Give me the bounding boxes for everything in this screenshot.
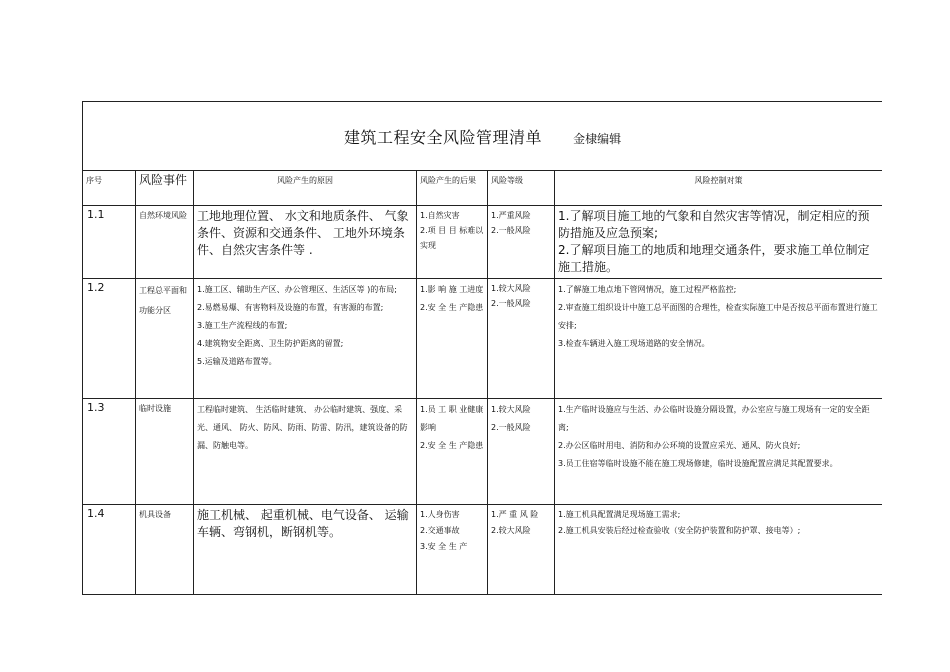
control-item: 2.审查施工组织设计中施工总平面图的合理性，检查实际施工中是否按总平面布置进行施工安排; (558, 303, 878, 330)
title-row (83, 102, 883, 171)
level-item: 2.较大风险 (491, 526, 531, 535)
risk-control (555, 279, 883, 399)
level-item: 1.严 重 风 险 (491, 510, 539, 519)
page-subtitle: 金棣编辑 (573, 131, 622, 146)
result-item: 1.人身伤害 (420, 510, 460, 519)
control-item: 1.施工机具配置满足现场施工需求; (558, 510, 681, 519)
risk-event: 工程总平面和功能分区 (136, 279, 194, 399)
cause-item: 4.建筑物安全距离、卫生防护距离的留置; (197, 339, 344, 348)
risk-control (555, 206, 883, 279)
cause-item: 工程临时建筑、 生活临时建筑、 办公临时建筑、强度、采光、通风、 防火、防风、防雨、防雷、防汛，建筑设备的防漏、防触电等。 (197, 405, 408, 450)
control-item: 2.了解项目施工的地质和地理交通条件，要求施工单位制定施工措施。 (558, 243, 870, 274)
cause-item: 2.易燃易爆、有害物料及设施的布置，有害源的布置; (197, 303, 384, 312)
control-item: 2.办公区临时用电、消防和办公环境的设置应采光、通风、防火良好; (558, 441, 801, 450)
cause-item: 施工机械、 起重机械、电气设备、 运输车辆、弯钢机，断钢机等。 (197, 508, 409, 539)
risk-level (488, 505, 555, 595)
risk-level (488, 206, 555, 279)
table-row (83, 206, 883, 279)
row-number: 1.1 (83, 206, 136, 279)
result-item: 2.安 全 生 产隐患 (420, 441, 484, 450)
table-row (83, 399, 883, 505)
level-item: 1.严重风险 (491, 211, 531, 220)
result-item: 1.员 工 职 业健康影响 (420, 405, 484, 432)
page-title: 建筑工程安全风险管理清单 (343, 127, 542, 147)
header-control: 风险控制对策 (555, 171, 883, 206)
risk-cause (194, 399, 417, 505)
table-row (83, 279, 883, 399)
cause-item: 5.运输及道路布置等。 (197, 357, 277, 366)
header-cause: 风险产生的原因 (194, 171, 417, 206)
level-item: 2.一般风险 (491, 299, 531, 308)
header-level: 风险等级 (488, 171, 555, 206)
risk-cause (194, 505, 417, 595)
level-item: 1.较大风险 (491, 405, 531, 414)
control-item: 1.生产临时设施应与生活、办公临时设施分隔设置，办公室应与施工现场有一定的安全距离; (558, 405, 870, 432)
result-item: 2.交通事故 (420, 526, 460, 535)
result-item: 1.影 响 施 工进度 (420, 285, 484, 294)
header-seq: 序号 (83, 171, 136, 206)
risk-cause (194, 279, 417, 399)
table-row (83, 505, 883, 595)
risk-control (555, 399, 883, 505)
level-item: 2.一般风险 (491, 423, 531, 432)
risk-table (82, 101, 882, 595)
result-item: 2.安 全 生 产隐患 (420, 303, 484, 312)
header-result: 风险产生的后果 (417, 171, 488, 206)
cause-item: 工地地理位置、 水文和地质条件、 气象条件、资源和交通条件、 工地外环境条件、自然灾害条件等 . (197, 209, 409, 257)
control-item: 3.检查车辆进入施工现场道路的安全情况。 (558, 339, 710, 348)
cause-item: 1.施工区、辅助生产区、办公管理区、生活区等 )的布局; (197, 285, 397, 294)
risk-result (417, 279, 488, 399)
risk-result (417, 505, 488, 595)
control-item: 1.了解项目施工地的气象和自然灾害等情况，制定相应的预防措施及应急预案; (558, 209, 870, 240)
risk-result (417, 206, 488, 279)
control-item: 3.员工住宿等临时设施不能在施工现场修建，临时设施配置应满足其配置要求。 (558, 459, 838, 468)
risk-sheet (82, 101, 882, 672)
header-event: 风险事件 (136, 171, 194, 206)
result-item: 1.自然灾害 (420, 211, 460, 220)
risk-cause (194, 206, 417, 279)
risk-level (488, 279, 555, 399)
risk-event: 临时设施 (136, 399, 194, 505)
row-number: 1.2 (83, 279, 136, 399)
result-item: 3.安 全 生 产 (420, 542, 468, 551)
row-number: 1.3 (83, 399, 136, 505)
control-item: 2.施工机具安装后经过检查验收（安全防护装置和防护罩、接电等）; (558, 526, 801, 535)
title-cell (83, 102, 883, 171)
risk-event: 机具设备 (136, 505, 194, 595)
level-item: 2.一般风险 (491, 226, 531, 235)
level-item: 1.较大风险 (491, 284, 531, 293)
risk-event: 自然环境风险 (136, 206, 194, 279)
result-item: 2.项 目 目 标难以实现 (420, 226, 484, 250)
cause-item: 3.施工生产流程线的布置; (197, 321, 288, 330)
control-item: 1.了解施工地点地下管网情况，施工过程严格监控; (558, 285, 737, 294)
risk-control (555, 505, 883, 595)
risk-level (488, 399, 555, 505)
header-row (83, 171, 883, 206)
risk-result (417, 399, 488, 505)
row-number: 1.4 (83, 505, 136, 595)
